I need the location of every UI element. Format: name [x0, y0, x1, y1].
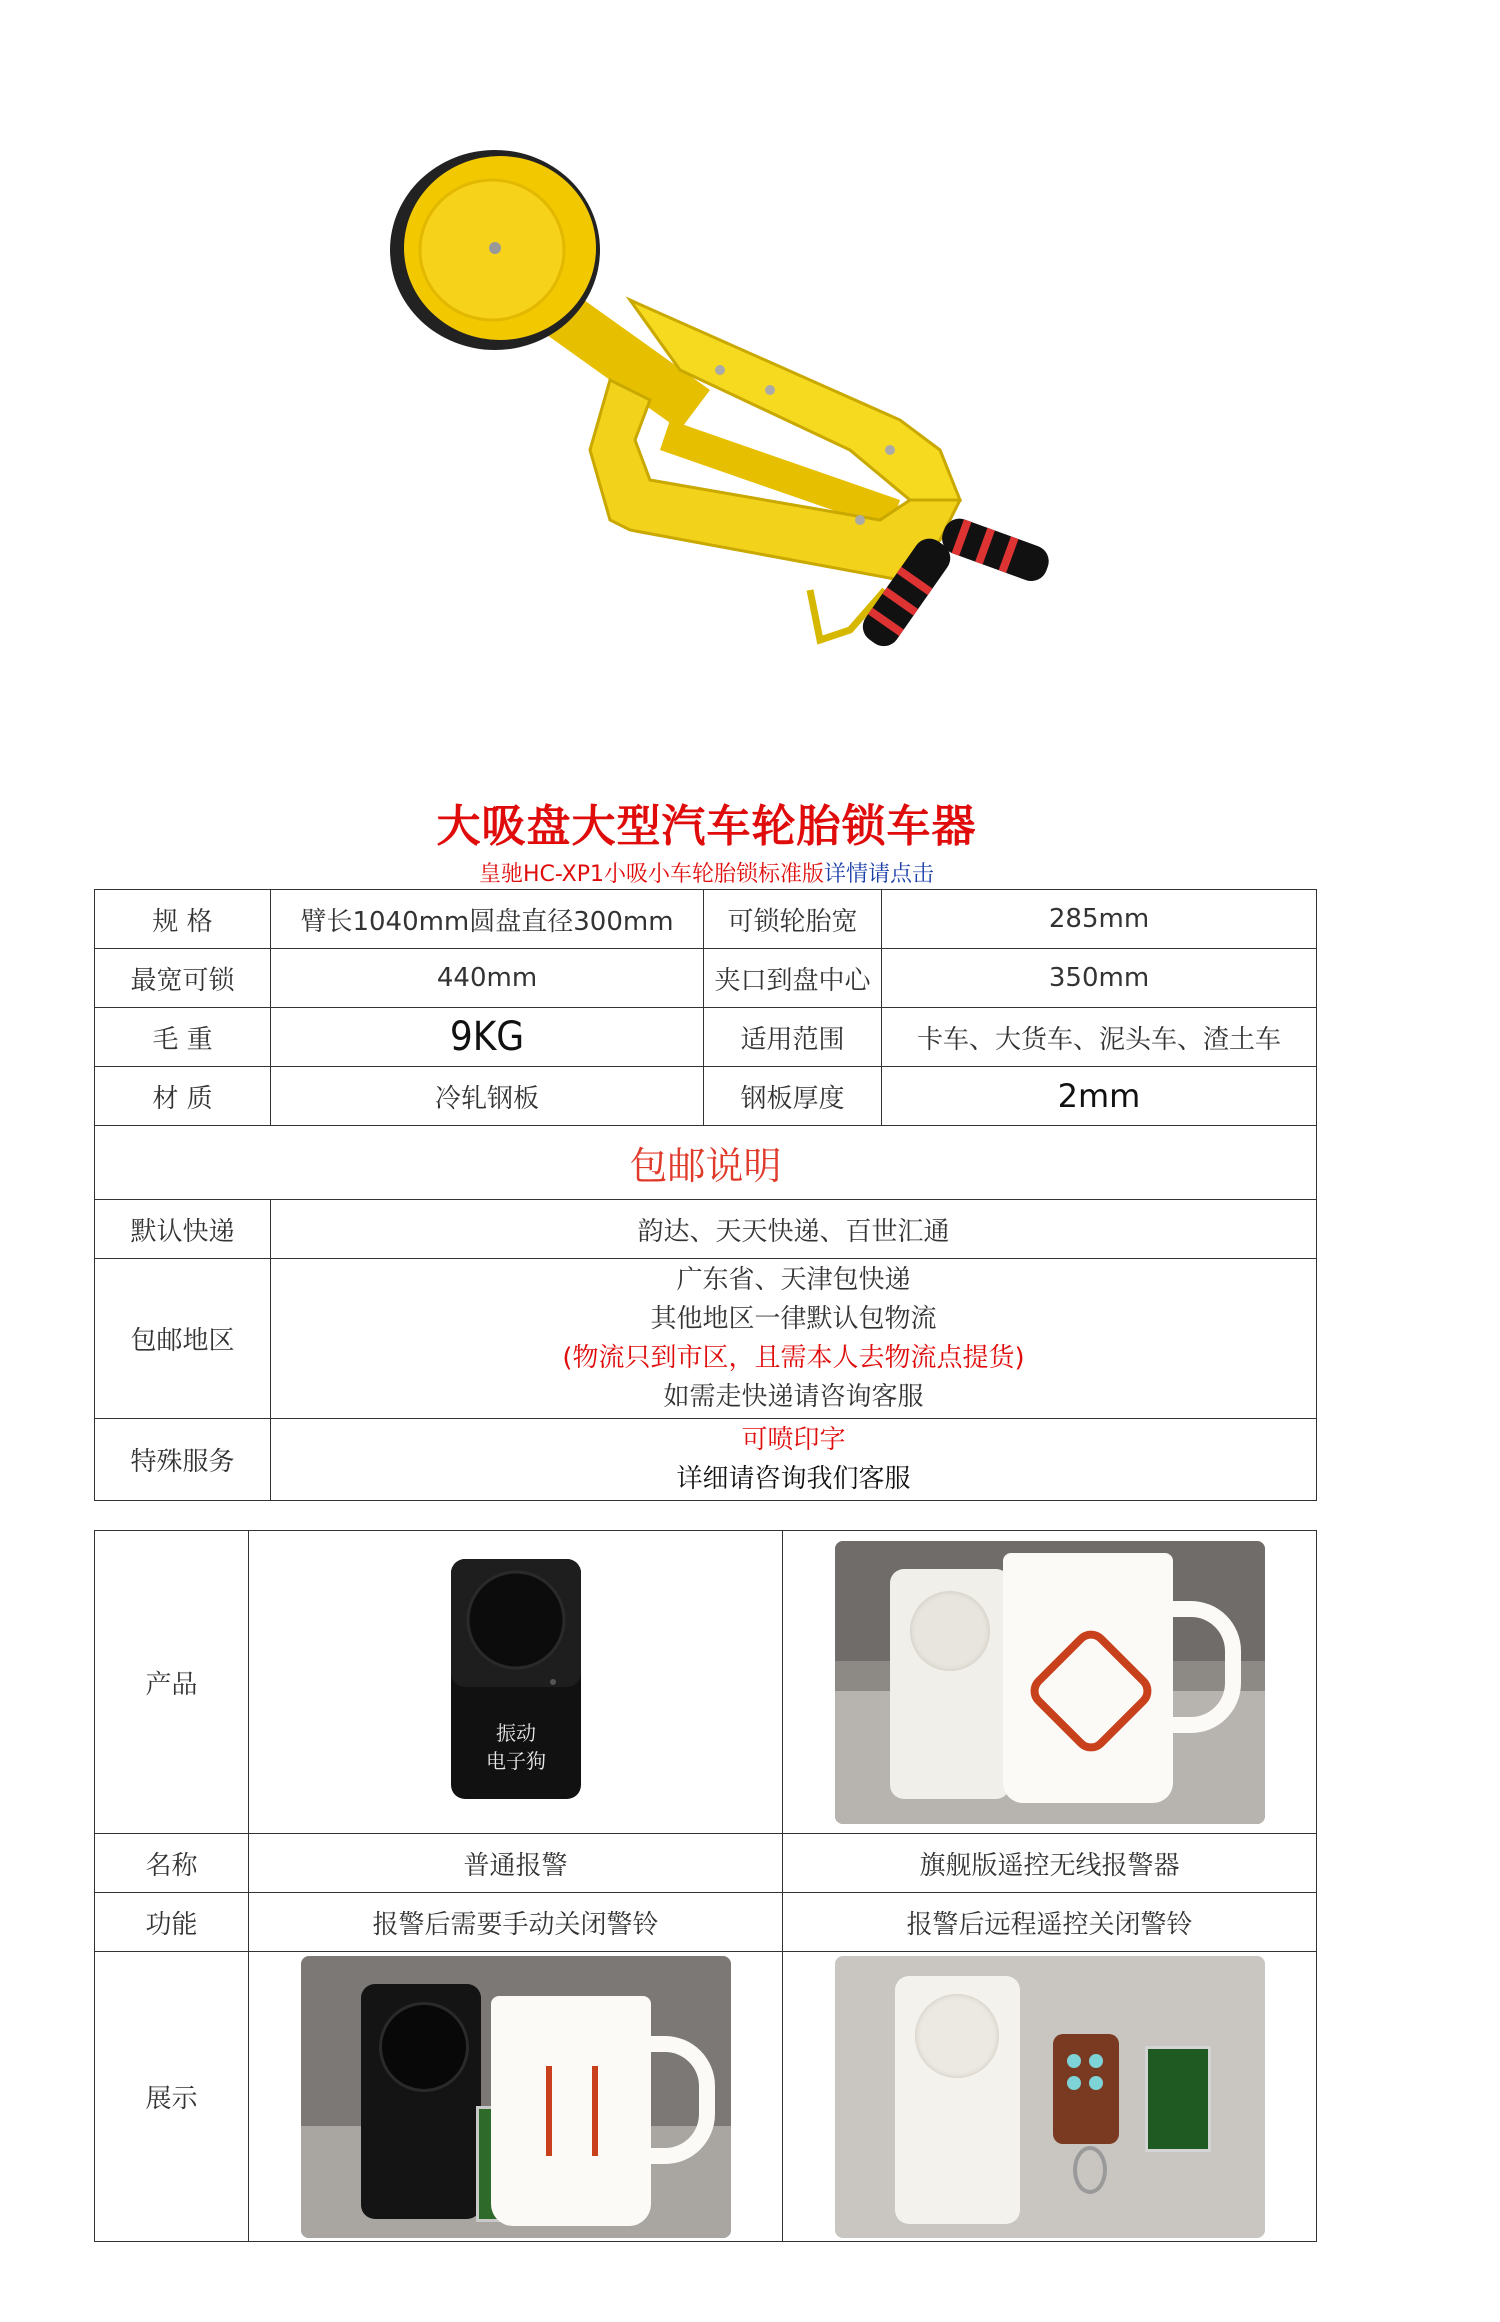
spec-value-weight: 9KG	[271, 1008, 704, 1067]
spec-value: 卡车、大货车、泥头车、渣土车	[882, 1008, 1317, 1067]
special-line: 详细请咨询我们客服	[676, 1463, 911, 1494]
shipping-row	[95, 1200, 1317, 1259]
shipping-label: 默认快递	[95, 1200, 271, 1259]
spec-row	[95, 1067, 1317, 1126]
spec-row	[95, 949, 1317, 1008]
remote-control	[1053, 2034, 1119, 2144]
alarm-comparison-table	[94, 1530, 1317, 2242]
spec-label: 材 质	[95, 1067, 271, 1126]
special-line: 可喷印字	[741, 1424, 846, 1455]
alarm-name-row	[95, 1834, 1317, 1893]
device-label: 振动	[495, 1720, 536, 1745]
battery	[1145, 2046, 1211, 2152]
product-title: 大吸盘大型汽车轮胎锁车器	[436, 801, 977, 852]
subtitle-link-row[interactable]	[0, 857, 1413, 888]
spec-value: 350mm	[882, 949, 1317, 1008]
spec-value: 440mm	[271, 949, 704, 1008]
region-line-note: (物流只到市区，且需本人去物流点提货)	[562, 1342, 1025, 1373]
black-alarm-device	[361, 1984, 481, 2219]
vibration-alarm-device-image	[441, 1554, 591, 1804]
alarm-label: 展示	[95, 1952, 249, 2242]
spec-value: 冷轧钢板	[271, 1067, 704, 1126]
spec-table	[94, 889, 1317, 1501]
alarm-function: 报警后远程遥控关闭警铃	[783, 1893, 1317, 1952]
mug	[1003, 1553, 1173, 1803]
spec-label: 规 格	[95, 890, 271, 949]
wheel-lock-product-image	[380, 120, 1100, 720]
basic-alarm-display-photo	[301, 1956, 731, 2238]
shipping-row	[95, 1419, 1317, 1501]
alarm-label: 功能	[95, 1893, 249, 1952]
subtitle-text: 皇驰HC-XP1小吸小车轮胎锁标准版	[478, 862, 825, 887]
flagship-alarm-image-cell	[783, 1531, 1317, 1834]
alarm-product-row	[95, 1531, 1317, 1834]
white-alarm-device	[895, 1976, 1020, 2224]
wireless-alarm-device	[890, 1569, 1010, 1799]
alarm-name: 旗舰版遥控无线报警器	[783, 1834, 1317, 1893]
alarm-name: 普通报警	[249, 1834, 783, 1893]
region-line: 广东省、天津包快递	[676, 1264, 911, 1295]
special-value	[271, 1419, 1317, 1501]
shipping-row	[95, 1259, 1317, 1419]
spec-label: 适用范围	[704, 1008, 882, 1067]
spec-row	[95, 890, 1317, 949]
spec-label: 毛 重	[95, 1008, 271, 1067]
alarm-label: 名称	[95, 1834, 249, 1893]
spec-label: 钢板厚度	[704, 1067, 882, 1126]
region-value	[271, 1259, 1317, 1419]
region-line: 其他地区一律默认包物流	[650, 1303, 937, 1334]
flagship-alarm-photo	[835, 1541, 1265, 1824]
flagship-display-cell	[783, 1952, 1317, 2242]
alarm-function-row	[95, 1893, 1317, 1952]
spec-value-thickness: 2mm	[882, 1067, 1317, 1126]
spec-label: 夹口到盘中心	[704, 949, 882, 1008]
shipping-label: 包邮地区	[95, 1259, 271, 1419]
region-line: 如需走快递请咨询客服	[663, 1381, 924, 1412]
spec-label: 最宽可锁	[95, 949, 271, 1008]
spec-label: 可锁轮胎宽	[704, 890, 882, 949]
flagship-display-photo	[835, 1956, 1265, 2238]
shipping-label: 特殊服务	[95, 1419, 271, 1501]
spec-value: 臂长1040mm圆盘直径300mm	[271, 890, 704, 949]
spec-value: 285mm	[882, 890, 1317, 949]
alarm-label: 产品	[95, 1531, 249, 1834]
details-link[interactable]: 详情请点击	[824, 862, 935, 887]
spec-row	[95, 1008, 1317, 1067]
shipping-value: 韵达、天天快递、百世汇通	[271, 1200, 1317, 1259]
shipping-header-row	[95, 1126, 1317, 1200]
shipping-section-title: 包邮说明	[95, 1126, 1317, 1200]
alarm-display-row	[95, 1952, 1317, 2242]
basic-display-cell	[249, 1952, 783, 2242]
device-label: 电子狗	[485, 1748, 546, 1773]
basic-alarm-image-cell	[249, 1531, 783, 1834]
alarm-function: 报警后需要手动关闭警铃	[249, 1893, 783, 1952]
mug	[491, 1996, 651, 2226]
